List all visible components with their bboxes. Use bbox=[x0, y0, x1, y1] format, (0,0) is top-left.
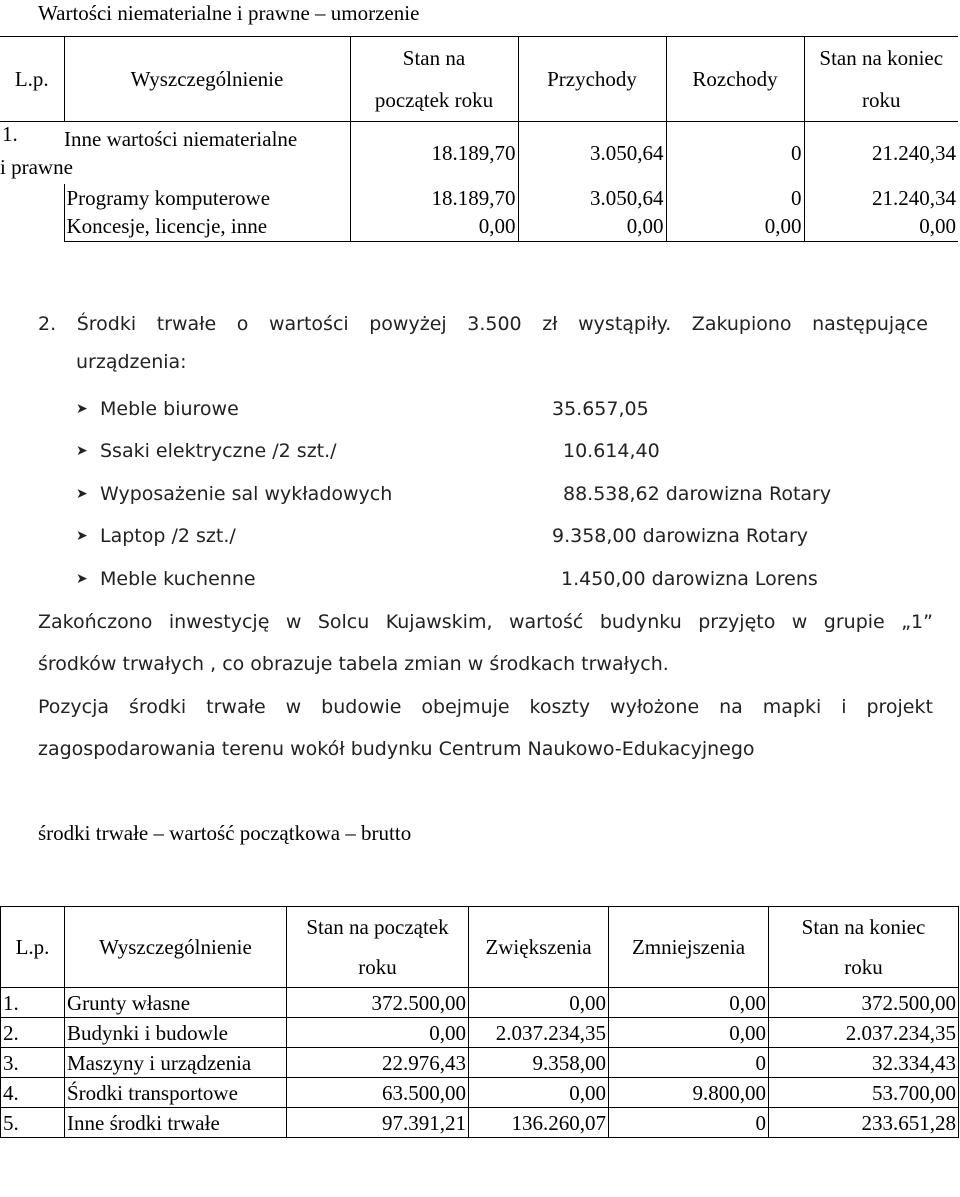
row-increase: 9.358,00 bbox=[469, 1048, 609, 1078]
word: wystąpiły. bbox=[578, 313, 672, 335]
arrow-bullet-icon: ➤ bbox=[76, 571, 88, 587]
word: przyjęto bbox=[698, 611, 776, 633]
row-income: 0,00 bbox=[518, 212, 666, 242]
word: o bbox=[236, 313, 249, 335]
word: obejmuje bbox=[421, 696, 510, 718]
intangibles-table bbox=[0, 36, 958, 242]
row-outgo: 0 bbox=[666, 184, 804, 212]
row-end: 0,00 bbox=[804, 212, 958, 242]
row-decrease: 9.800,00 bbox=[609, 1078, 769, 1108]
table-row bbox=[1, 1108, 959, 1138]
row-increase: 136.260,07 bbox=[469, 1108, 609, 1138]
header-name: Wyszczególnienie bbox=[65, 907, 287, 988]
header-income: Przychody bbox=[518, 37, 666, 122]
word: na bbox=[719, 696, 743, 718]
row-lp: 1. bbox=[2, 122, 18, 146]
table-row bbox=[0, 184, 958, 212]
header-end: Stan na koniec roku bbox=[769, 907, 959, 988]
table-row bbox=[1, 1018, 959, 1048]
list-item bbox=[76, 481, 832, 509]
table-row bbox=[1, 1048, 959, 1078]
word: projekt bbox=[866, 696, 933, 718]
arrow-bullet-icon: ➤ bbox=[76, 401, 88, 417]
word: trwałe bbox=[206, 696, 266, 718]
item-name: Meble kuchenne bbox=[100, 568, 256, 590]
row-lp: 5. bbox=[1, 1108, 65, 1138]
row-name: Środki transportowe bbox=[65, 1078, 287, 1108]
row-start: 22.976,43 bbox=[287, 1048, 469, 1078]
row-income: 3.050,64 bbox=[518, 122, 666, 184]
row-end: 53.700,00 bbox=[769, 1078, 959, 1108]
row-end: 21.240,34 bbox=[872, 140, 956, 165]
header-start: Stan na początek roku bbox=[287, 907, 469, 988]
word: wartości bbox=[268, 313, 349, 335]
row-lp: 1. bbox=[1, 988, 65, 1018]
word: Zakupiono bbox=[691, 313, 792, 335]
word: następujące bbox=[812, 313, 928, 335]
word: budowie bbox=[321, 696, 402, 718]
row-start: 372.500,00 bbox=[287, 988, 469, 1018]
row-name: Programy komputerowe bbox=[64, 184, 350, 212]
row-end: 2.037.234,35 bbox=[769, 1018, 959, 1048]
paragraph-line bbox=[38, 311, 928, 337]
row-start: 18.189,70 bbox=[350, 184, 518, 212]
word: koszty bbox=[529, 696, 591, 718]
word: grupie bbox=[823, 611, 885, 633]
paragraph-line: środków trwałych , co obrazuje tabela zmian w środkach trwałych. bbox=[38, 653, 669, 675]
arrow-bullet-icon: ➤ bbox=[76, 486, 88, 502]
item-value: 9.358,00 darowizna Rotary bbox=[552, 525, 809, 547]
paragraph-line: urządzenia: bbox=[76, 351, 187, 373]
item-name: Laptop /2 szt./ bbox=[100, 525, 236, 547]
table-row bbox=[1, 988, 959, 1018]
row-start: 0,00 bbox=[287, 1018, 469, 1048]
row-lp: 4. bbox=[1, 1078, 65, 1108]
word: trwałe bbox=[156, 313, 217, 335]
section-title-fixed-assets: środki trwałe – wartość początkowa – brutto bbox=[38, 821, 412, 845]
paragraph-line: zagospodarowania terenu wokół budynku Centrum Naukowo-Edukacyjnego bbox=[38, 738, 755, 760]
row-outgo: 0,00 bbox=[666, 212, 804, 242]
row-lp: 3. bbox=[1, 1048, 65, 1078]
word: wyłożone bbox=[610, 696, 700, 718]
item-name: Ssaki elektryczne /2 szt./ bbox=[100, 440, 337, 462]
word: Środki bbox=[76, 313, 137, 335]
row-end: 32.334,43 bbox=[769, 1048, 959, 1078]
row-start: 0,00 bbox=[350, 212, 518, 242]
row-name: Grunty własne bbox=[65, 988, 287, 1018]
row-end: 233.651,28 bbox=[769, 1108, 959, 1138]
word: powyżej bbox=[369, 313, 447, 335]
header-decrease: Zmniejszenia bbox=[609, 907, 769, 988]
header-outgo: Rozchody bbox=[666, 37, 804, 122]
section-title-intangibles: Wartości niematerialne i prawne – umorzenie bbox=[38, 1, 420, 25]
header-end: Stan na koniec roku bbox=[804, 37, 958, 122]
row-outgo: 0 bbox=[666, 122, 804, 184]
word: budynku bbox=[599, 611, 682, 633]
word: Zakończono bbox=[38, 611, 153, 633]
list-item bbox=[76, 438, 660, 466]
word: 3.500 bbox=[467, 313, 522, 335]
item-name: Meble biurowe bbox=[100, 398, 239, 420]
word: w bbox=[285, 696, 302, 718]
word: w bbox=[285, 611, 302, 633]
row-lp bbox=[0, 184, 64, 212]
table-header-row bbox=[0, 37, 958, 122]
paragraph-line bbox=[38, 609, 933, 635]
row-start: 18.189,70 bbox=[350, 122, 518, 184]
word: i bbox=[841, 696, 847, 718]
investment-paragraph bbox=[38, 609, 933, 677]
row-lp bbox=[0, 212, 64, 242]
word: inwestycję bbox=[168, 611, 270, 633]
word: środki bbox=[128, 696, 187, 718]
row-decrease: 0 bbox=[609, 1108, 769, 1138]
word: zł bbox=[542, 313, 558, 335]
item-value: 10.614,40 bbox=[563, 440, 660, 462]
item-value: 1.450,00 darowizna Lorens bbox=[561, 568, 818, 590]
arrow-bullet-icon: ➤ bbox=[76, 443, 88, 459]
row-end: 21.240,34 bbox=[872, 185, 956, 210]
item-name: Wyposażenie sal wykładowych bbox=[100, 483, 393, 505]
row-end: 372.500,00 bbox=[769, 988, 959, 1018]
row-increase: 0,00 bbox=[469, 988, 609, 1018]
fixed-assets-paragraph bbox=[38, 311, 928, 375]
row-start: 63.500,00 bbox=[287, 1078, 469, 1108]
row-increase: 2.037.234,35 bbox=[469, 1018, 609, 1048]
row-decrease: 0 bbox=[609, 1048, 769, 1078]
fixed-assets-table bbox=[0, 906, 959, 1138]
row-name: Koncesje, licencje, inne bbox=[64, 212, 350, 242]
row-name: Maszyny i urządzenia bbox=[65, 1048, 287, 1078]
paragraph-line bbox=[38, 694, 933, 720]
row-start: 97.391,21 bbox=[287, 1108, 469, 1138]
word: wartość bbox=[508, 611, 584, 633]
row-decrease: 0,00 bbox=[609, 1018, 769, 1048]
table-row bbox=[0, 212, 958, 242]
word: „1” bbox=[901, 611, 933, 633]
word: Kujawskim, bbox=[385, 611, 493, 633]
item-value: 35.657,05 bbox=[552, 398, 649, 420]
item-value: 88.538,62 darowizna Rotary bbox=[563, 483, 832, 505]
row-income: 3.050,64 bbox=[518, 184, 666, 212]
word: Pozycja bbox=[38, 696, 109, 718]
row-name: Inne środki trwałe bbox=[65, 1108, 287, 1138]
header-increase: Zwiększenia bbox=[469, 907, 609, 988]
row-name: Inne wartości niematerialne i prawne bbox=[64, 122, 350, 184]
list-item bbox=[76, 566, 818, 594]
arrow-bullet-icon: ➤ bbox=[76, 528, 88, 544]
row-lp: 2. bbox=[1, 1018, 65, 1048]
row-increase: 0,00 bbox=[469, 1078, 609, 1108]
list-item bbox=[76, 396, 649, 424]
row-name: Budynki i budowle bbox=[65, 1018, 287, 1048]
word: w bbox=[791, 611, 808, 633]
header-lp: L.p. bbox=[0, 37, 64, 122]
table-row bbox=[0, 122, 958, 184]
word: mapki bbox=[762, 696, 822, 718]
construction-paragraph bbox=[38, 694, 933, 762]
row-decrease: 0,00 bbox=[609, 988, 769, 1018]
table-row bbox=[1, 1078, 959, 1108]
header-lp: L.p. bbox=[1, 907, 65, 988]
word: 2. bbox=[38, 313, 57, 335]
table-header-row bbox=[1, 907, 959, 988]
header-start: Stan na początek roku bbox=[350, 37, 518, 122]
list-item bbox=[76, 523, 809, 551]
word: Solcu bbox=[317, 611, 370, 633]
header-name: Wyszczególnienie bbox=[64, 37, 350, 122]
